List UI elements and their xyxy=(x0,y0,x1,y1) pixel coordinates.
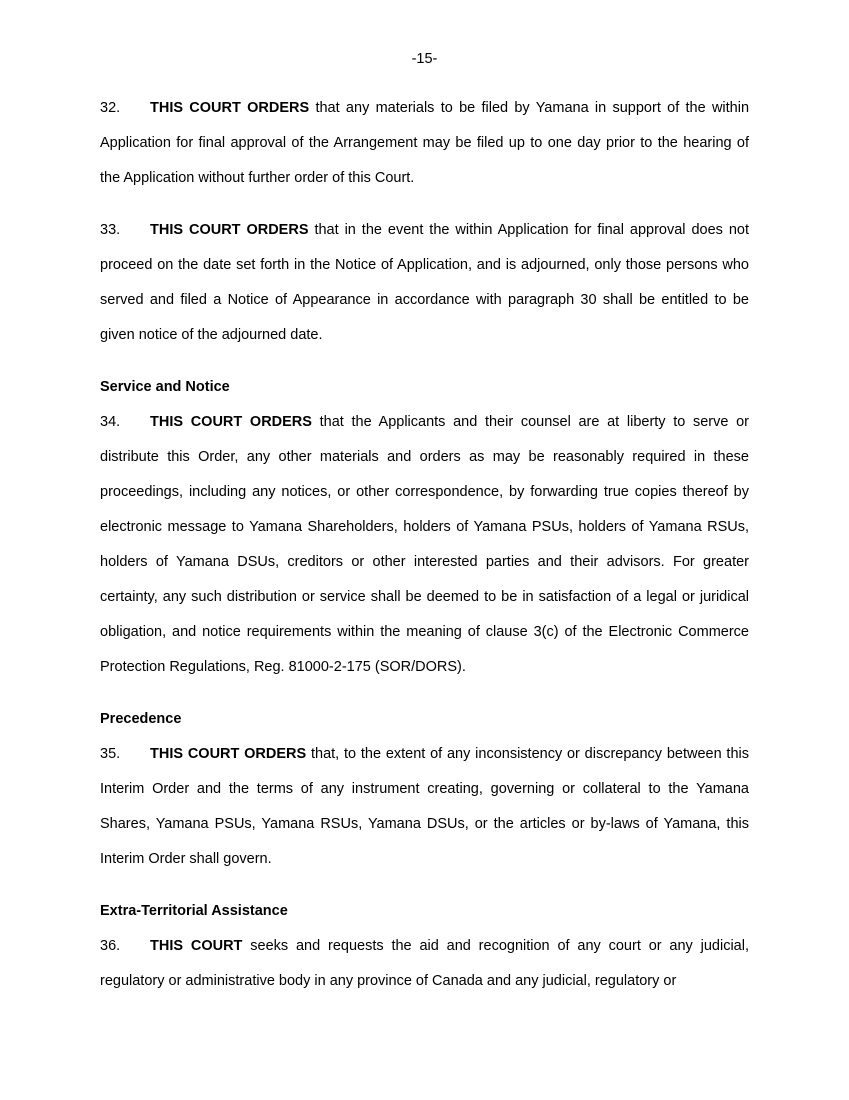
paragraph-number: 34. xyxy=(100,414,121,430)
paragraph-text: that the Applicants and their counsel are at liberty to serve or distribute this Order, any other materials and orders as may be reasonably required in these proceedings, including any notices, or other correspondence, by forwarding true copies thereof by electronic message to Yamana Shareholders, holders of Yamana PSUs, holders of Yamana RSUs, holders of Yamana DSUs, creditors or other interested parties and their advisors. For greater certainty, any such distribution or service shall be deemed to be in satisfaction of a legal or juridical obligation, and notice requirements within the meaning of clause 3(c) of the Electronic Commerce Protection Regulations, Reg. 81000-2-175 (SOR/DORS). xyxy=(100,414,750,675)
paragraph-34 xyxy=(100,405,749,685)
paragraph-text: that in the event the within Application for final approval does not proceed on the date set forth in the Notice of Application, and is adjourned, only those persons who served and filed a Notice of Appearance in accordance with paragraph 30 shall be entitled to be given notice of the adjourned date. xyxy=(100,222,749,343)
section-heading-extra-territorial-assistance: Extra-Territorial Assistance xyxy=(100,903,288,919)
paragraph-number: 36. xyxy=(100,938,121,954)
paragraph-lead: THIS COURT ORDERS xyxy=(150,746,307,762)
page-number: -15- xyxy=(411,51,438,67)
paragraph-36 xyxy=(100,929,749,999)
paragraph-text: that any materials to be filed by Yamana in support of the within Application for final approval of the Arrangement may be filed up to one day prior to the hearing of the Application without further order of this Court. xyxy=(100,100,750,186)
paragraph-text: that, to the extent of any inconsistency or discrepancy between this Interim Order and the terms of any instrument creating, governing or collateral to the Yamana Shares, Yamana PSUs, Yamana RSUs, Yamana DSUs, or the articles or by-laws of Yamana, this Interim Order shall govern. xyxy=(100,746,749,867)
paragraph-number: 35. xyxy=(100,746,121,762)
document-body xyxy=(100,91,749,999)
paragraph-number: 32. xyxy=(100,100,121,116)
paragraph-32 xyxy=(100,91,749,196)
section-heading-service-and-notice: Service and Notice xyxy=(100,379,230,395)
paragraph-33 xyxy=(100,213,749,353)
paragraph-35 xyxy=(100,737,749,877)
paragraph-lead: THIS COURT ORDERS xyxy=(150,100,310,116)
section-heading-precedence: Precedence xyxy=(100,711,182,727)
paragraph-lead: THIS COURT ORDERS xyxy=(150,222,309,238)
paragraph-number: 33. xyxy=(100,222,121,238)
paragraph-lead: THIS COURT ORDERS xyxy=(150,414,312,430)
paragraph-text: seeks and requests the aid and recognition of any court or any judicial, regulatory or administrative body in any province of Canada and any judicial, regulatory or xyxy=(100,938,749,989)
paragraph-lead: THIS COURT xyxy=(150,938,243,954)
